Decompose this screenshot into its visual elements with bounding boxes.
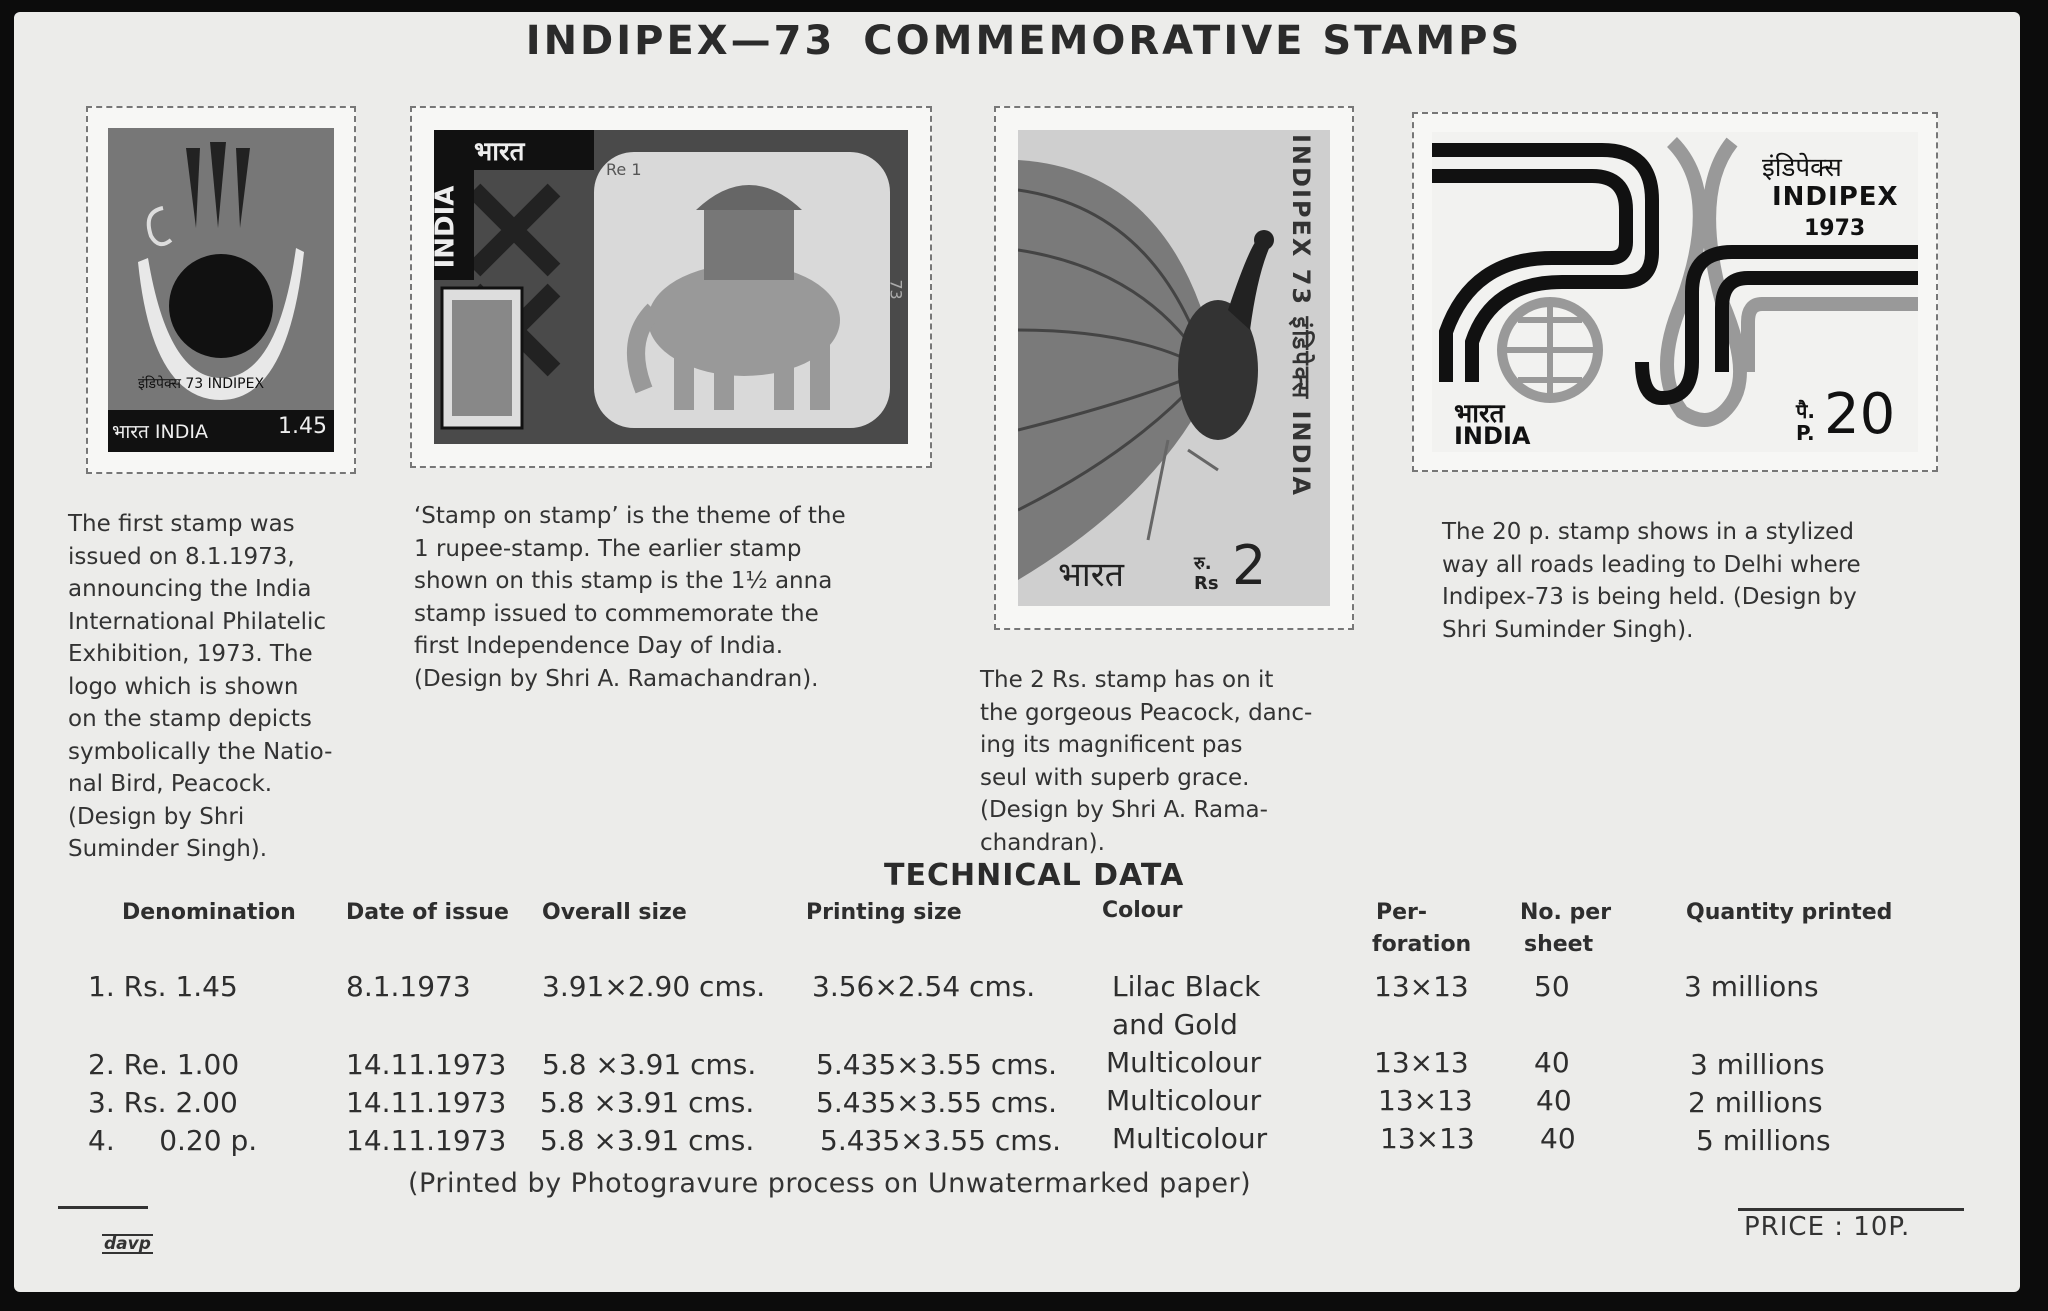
row2-denomination: 2. Re. 1.00 — [88, 1048, 240, 1081]
desc3-line: (Design by Shri A. Rama- — [980, 797, 1268, 823]
row3-date: 14.11.1973 — [346, 1086, 507, 1119]
row2-date: 14.11.1973 — [346, 1048, 507, 1081]
row4-perforation: 13×13 — [1380, 1122, 1475, 1155]
row4-quantity: 5 millions — [1696, 1124, 1831, 1157]
stamp-0-20 — [1412, 112, 1938, 472]
row2-quantity: 3 millions — [1690, 1048, 1825, 1081]
row3-denomination: 3. Rs. 2.00 — [88, 1086, 238, 1119]
row1-per-sheet: 50 — [1534, 970, 1570, 1003]
header-quantity: Quantity printed — [1686, 900, 1893, 925]
header-perforation-2: foration — [1372, 932, 1472, 957]
desc2-line: ‘Stamp on stamp’ is the theme of the — [414, 503, 846, 529]
stamp2-side-text: 73 — [886, 279, 906, 300]
row1-denomination: 1. Rs. 1.45 — [88, 970, 238, 1003]
row3-quantity: 2 millions — [1688, 1086, 1823, 1119]
price-label: PRICE : 10P. — [1744, 1212, 1911, 1242]
stamp1-value: 1.45 — [278, 414, 327, 439]
header-per-sheet-1: No. per — [1520, 900, 1612, 925]
peacock-logo-icon — [108, 128, 334, 452]
desc3-line: the gorgeous Peacock, danc- — [980, 699, 1313, 726]
desc3-line: The 2 Rs. stamp has on it — [980, 667, 1274, 693]
row1-colour-2: and Gold — [1112, 1008, 1238, 1041]
stamp2-small-value: Re 1 — [606, 160, 642, 179]
row3-overall: 5.8 ×3.91 cms. — [540, 1086, 755, 1119]
desc3-line: chandran). — [980, 829, 1105, 856]
desc3-line: ing its magnificent pas — [980, 732, 1243, 758]
row4-per-sheet: 40 — [1540, 1122, 1576, 1155]
stamp4-header: INDIPEX — [1772, 182, 1899, 212]
row2-per-sheet: 40 — [1534, 1046, 1570, 1079]
stamp1-small-text: इंडिपेक्स 73 INDIPEX — [138, 376, 265, 392]
desc4-line: Indipex-73 is being held. (Design by — [1442, 584, 1857, 610]
stamp1-country: भारत INDIA — [112, 421, 208, 443]
desc1-line: nal Bird, Peacock. — [68, 771, 273, 797]
row2-printing: 5.435×3.55 cms. — [816, 1048, 1058, 1081]
row1-date: 8.1.1973 — [346, 970, 471, 1003]
row1-overall: 3.91×2.90 cms. — [542, 970, 766, 1003]
desc2-line: (Design by Shri A. Ramachandran). — [414, 665, 819, 692]
stamp3-value: 2 — [1232, 534, 1267, 597]
header-overall: Overall size — [542, 900, 687, 925]
desc4-line: The 20 p. stamp shows in a stylized — [1442, 519, 1854, 545]
desc1-line: announcing the India — [68, 576, 312, 602]
desc2-line: stamp issued to commemorate the — [414, 600, 819, 627]
header-denomination: Denomination — [122, 900, 296, 925]
desc4-line: Shri Suminder Singh). — [1442, 616, 1694, 643]
desc3-line: seul with superb grace. — [980, 764, 1250, 791]
stamp2-country: INDIA — [430, 185, 461, 269]
row3-perforation: 13×13 — [1378, 1084, 1473, 1117]
stamp4-header-hindi: इंडिपेक्स — [1762, 153, 1842, 183]
desc2-line: first Independence Day of India. — [414, 633, 784, 659]
row2-perforation: 13×13 — [1374, 1046, 1469, 1079]
stamp4-country-hindi: भारत — [1454, 399, 1505, 429]
row1-printing: 3.56×2.54 cms. — [812, 970, 1036, 1003]
stamp-1-45 — [86, 106, 356, 474]
row4-overall: 5.8 ×3.91 cms. — [540, 1124, 755, 1157]
stamp4-country: INDIA — [1454, 422, 1531, 450]
title-part2: COMMEMORATIVE STAMPS — [863, 18, 1523, 64]
peacock-illustration-icon — [1018, 130, 1330, 606]
stamp-1-00 — [410, 106, 932, 468]
desc4-line: way all roads leading to Delhi where — [1442, 551, 1861, 578]
row2-colour: Multicolour — [1106, 1046, 1262, 1079]
header-printing: Printing size — [806, 900, 962, 925]
elephant-illustration-icon — [434, 130, 908, 444]
row1-quantity: 3 millions — [1684, 970, 1819, 1003]
technical-data-heading: TECHNICAL DATA — [884, 858, 1185, 893]
davp-logo: davp — [104, 1234, 151, 1254]
desc2-line: shown on this stamp is the 1½ anna — [414, 568, 833, 594]
desc1-line: Exhibition, 1973. The — [68, 641, 313, 667]
header-perforation-1: Per- — [1376, 900, 1428, 925]
description-stamp-1 — [68, 508, 344, 866]
page-title — [0, 18, 2048, 64]
row4-date: 14.11.1973 — [346, 1124, 507, 1157]
header-date: Date of issue — [346, 900, 509, 925]
stamp-2-00 — [994, 106, 1354, 630]
stamp2-country-hindi: भारत — [474, 137, 525, 167]
row3-per-sheet: 40 — [1536, 1084, 1572, 1117]
desc2-line: 1 rupee-stamp. The earlier stamp — [414, 535, 802, 562]
description-stamp-2 — [414, 500, 890, 695]
row4-printing: 5.435×3.55 cms. — [820, 1124, 1062, 1157]
desc1-line: issued on 8.1.1973, — [68, 543, 295, 570]
description-stamp-4 — [1442, 516, 1912, 646]
row2-overall: 5.8 ×3.91 cms. — [542, 1048, 757, 1081]
stamp3-vertical-text: INDIPEX 73 इंडिपेक्स INDIA — [1287, 134, 1315, 497]
title-part1: INDIPEX—73 — [525, 18, 836, 64]
stamp3-country-hindi: भारत — [1058, 555, 1124, 595]
header-per-sheet-2: sheet — [1524, 932, 1594, 957]
row3-printing: 5.435×3.55 cms. — [816, 1086, 1058, 1119]
stamp4-unit: पै. P. — [1796, 399, 1815, 445]
description-stamp-3 — [980, 664, 1340, 859]
row1-colour: Lilac Black — [1112, 970, 1261, 1003]
desc1-line: logo which is shown — [68, 673, 299, 700]
row3-colour: Multicolour — [1106, 1084, 1262, 1117]
desc1-line: (Design by Shri — [68, 803, 245, 830]
desc1-line: International Philatelic — [68, 608, 327, 635]
row4-denomination: 4. 0.20 p. — [88, 1124, 258, 1157]
desc1-line: The first stamp was — [68, 511, 295, 537]
stamp4-value: 20 — [1824, 382, 1896, 447]
row4-colour: Multicolour — [1112, 1122, 1268, 1155]
desc1-line: on the stamp depicts — [68, 706, 312, 732]
row1-perforation: 13×13 — [1374, 970, 1469, 1003]
stamp3-unit: रु. Rs — [1194, 553, 1219, 594]
footer-left-rule — [58, 1206, 148, 1209]
desc1-line: Suminder Singh). — [68, 836, 268, 862]
footer-right-rule — [1738, 1208, 1964, 1211]
printing-note: (Printed by Photogravure process on Unwatermarked paper) — [408, 1168, 1252, 1199]
desc1-line: symbolically the Natio- — [68, 738, 333, 765]
header-colour: Colour — [1102, 898, 1183, 923]
stamp4-year: 1973 — [1804, 216, 1866, 241]
